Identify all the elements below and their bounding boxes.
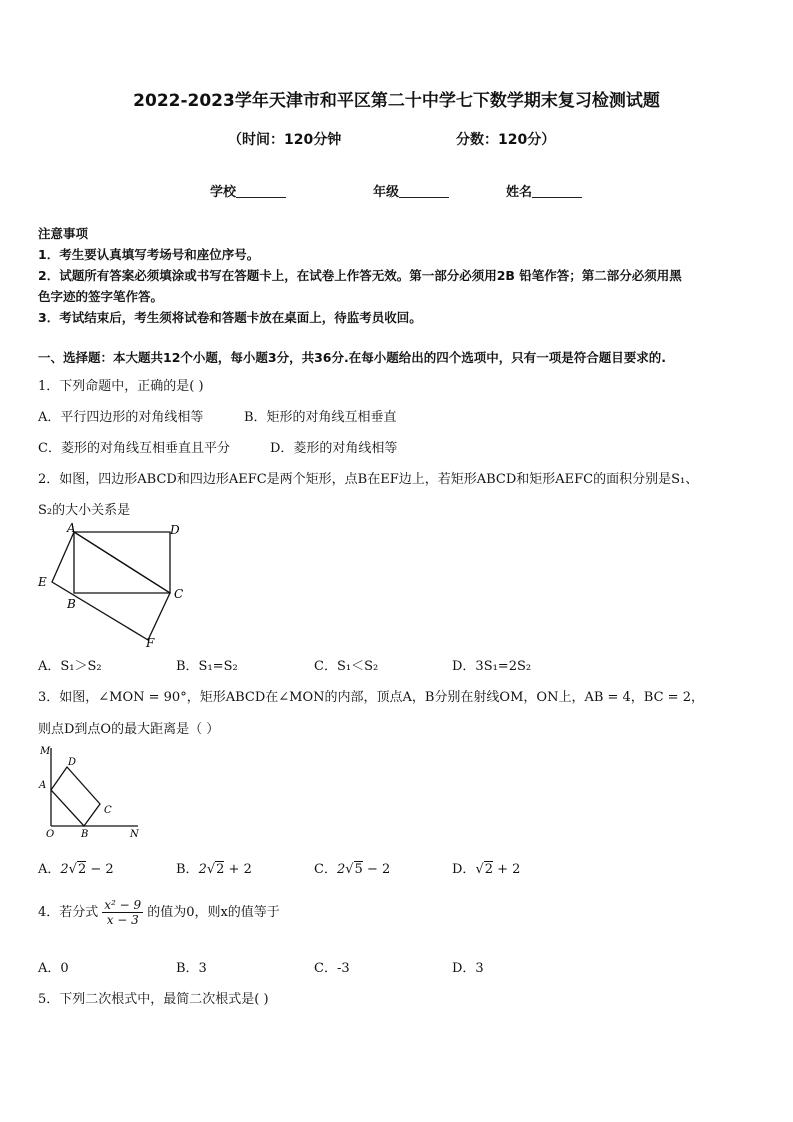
q3-stem-line2: 则点D到点O的最大距离是（ ） — [38, 722, 220, 737]
label-c: C — [174, 587, 184, 601]
q1-option-a: A．平行四边形的对角线相等 — [38, 410, 204, 425]
rect-abcd — [51, 767, 100, 826]
name-label: 姓名 — [506, 185, 533, 200]
grade-label: 年级 — [373, 185, 400, 200]
q2-option-d: D．3S₁=2S₂ — [452, 659, 532, 674]
q4-option-d: D．3 — [452, 961, 484, 976]
name-field — [506, 181, 582, 200]
q1-option-c: C．菱形的对角线互相垂直且平分 — [38, 441, 230, 456]
notes-item-3: 3．考试结束后，考生须将试卷和答题卡放在桌面上，待监考员收回。 — [38, 310, 422, 325]
q4-stem-pre: 4．若分式 — [38, 905, 99, 920]
q2-option-a: A．S₁＞S₂ — [38, 659, 102, 674]
school-blank — [236, 185, 286, 198]
label-f: F — [146, 636, 155, 650]
q3-option-b: B．2√2 + 2 — [176, 862, 252, 877]
q2-option-b: B．S₁=S₂ — [176, 659, 238, 674]
section-heading: 一、选择题：本大题共12个小题，每小题3分，共36分.在每小题给出的四个选项中，只有一项是符合题目要求的. — [38, 350, 666, 365]
notes-item-2-cont: 色字迹的签字笔作答。 — [38, 289, 164, 304]
q4-fraction — [102, 898, 143, 927]
label-b: B — [81, 829, 89, 840]
q4-denominator: x − 3 — [106, 913, 139, 927]
label-a: A — [39, 780, 47, 791]
q4-stem-post: 的值为0，则x的值等于 — [147, 905, 280, 920]
q4-option-a: A．0 — [38, 961, 69, 976]
q2-figure — [34, 520, 194, 650]
label-e: E — [38, 575, 47, 589]
q4-option-c: C．-3 — [314, 961, 350, 976]
q1-option-d: D．菱形的对角线相等 — [270, 441, 398, 456]
q1-stem: 1．下列命题中，正确的是( ) — [38, 379, 204, 394]
q3-option-c: C．2√5 − 2 — [314, 862, 391, 877]
q3-figure — [34, 744, 144, 840]
exam-time: （时间：120分钟 — [228, 132, 342, 148]
notes-heading: 注意事项 — [38, 226, 89, 241]
q2-option-c: C．S₁＜S₂ — [314, 659, 379, 674]
q2-stem-line2: S₂的大小关系是 — [38, 503, 131, 518]
label-d: D — [68, 757, 77, 768]
school-label: 学校 — [210, 185, 237, 200]
diagonal-ac — [74, 532, 170, 593]
notes-item-1: 1．考生要认真填写考场号和座位序号。 — [38, 247, 260, 262]
school-field — [210, 181, 286, 200]
q3-stem-line1: 3．如图，∠MON = 90°，矩形ABCD在∠MON的内部，顶点A，B分别在射线OM，ON上，AB = 4，BC = 2， — [38, 690, 704, 705]
label-m: M — [40, 746, 51, 757]
q4-numerator: x² − 9 — [104, 898, 142, 912]
q2-stem-line1: 2．如图，四边形ABCD和四边形AEFC是两个矩形，点B在EF边上，若矩形ABCD和矩形AEFC的面积分别是S₁、 — [38, 472, 699, 487]
grade-field — [373, 181, 449, 200]
q4-option-b: B．3 — [176, 961, 207, 976]
label-a: A — [67, 521, 76, 535]
label-c: C — [104, 805, 112, 816]
q3-option-a: A．2√2 − 2 — [38, 862, 114, 877]
notes-item-2: 2．试题所有答案必须填涂或书写在答题卡上，在试卷上作答无效。第一部分必须用2B 铅笔作答；第二部分必须用黑 — [38, 268, 682, 283]
q1-option-b: B．矩形的对角线互相垂直 — [244, 410, 397, 425]
q5-stem: 5．下列二次根式中，最简二次根式是( ) — [38, 992, 269, 1007]
q4-stem — [38, 898, 280, 927]
label-d: D — [170, 523, 180, 537]
label-o: O — [46, 829, 55, 840]
label-b: B — [67, 597, 76, 611]
exam-title: 2022-2023学年天津市和平区第二十中学七下数学期末复习检测试题 — [133, 91, 660, 111]
rect-aefc — [52, 532, 170, 640]
q3-option-d: D．√2 + 2 — [452, 862, 521, 877]
label-n: N — [130, 829, 139, 840]
grade-blank — [399, 185, 449, 198]
name-blank — [532, 185, 582, 198]
exam-score: 分数：120分） — [456, 132, 556, 148]
